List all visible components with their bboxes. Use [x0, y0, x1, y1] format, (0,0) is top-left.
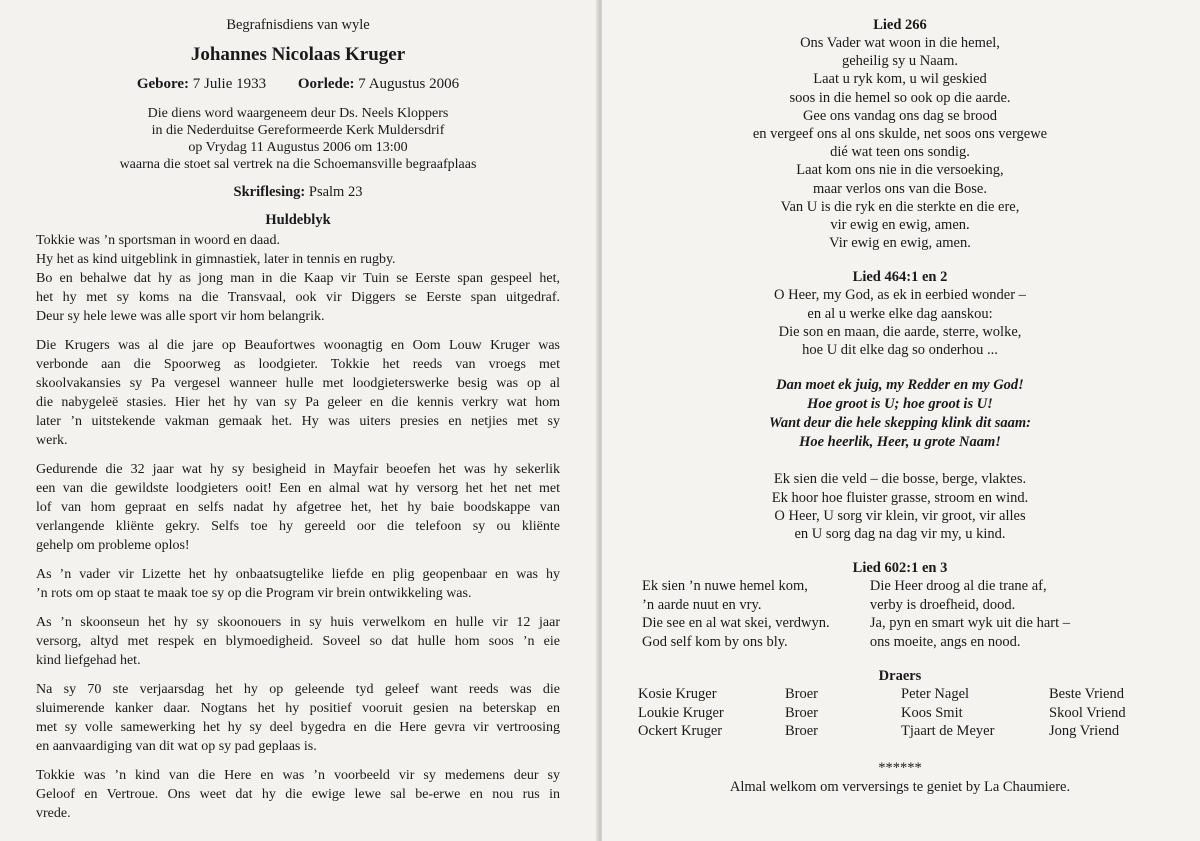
lyric-line: verby is droefheid, dood. — [869, 596, 1016, 613]
lyric-line: ’n aarde nuut en vry. — [642, 596, 762, 613]
lyric-line: Ja, pyn en smart wyk uit die hart – — [869, 615, 1070, 632]
tribute-paragraph — [36, 565, 560, 603]
tribute-line: Tokkie was ’n kind van die Here en was ’n voorbeeld vir sy medemens deur sy — [36, 768, 560, 783]
tribute-line: Deur sy hele lewe was alle sport vir hom belangrik. — [36, 309, 325, 324]
tribute-paragraph — [36, 766, 560, 823]
lyric-line: Ek sien die veld – die bosse, berge, vlaktes. — [773, 471, 1027, 488]
chorus-line: Hoe groot is U; hoe groot is U! — [807, 396, 993, 413]
bearer-relation: Beste Vriend — [1049, 686, 1124, 703]
bearer-relation: Skool Vriend — [1049, 704, 1126, 721]
bearer-name: Ockert Kruger — [638, 723, 723, 740]
lyric-line: soos in die hemel so ook op die aarde. — [789, 89, 1011, 106]
tribute-line: die nabygeleë stasies. Hier het hy van sy Pa geleer en die kennis verkry wat hom — [36, 395, 560, 410]
service-line: in die Nederduitse Gereformeerde Kerk Muldersdrif — [151, 123, 445, 138]
lyric-line: Ek hoor hoe fluister grasse, stroom en wind. — [771, 489, 1029, 506]
bearer-name: Kosie Kruger — [638, 686, 717, 703]
bearer-row — [630, 685, 1170, 704]
bearer-relation: Broer — [785, 686, 819, 703]
tribute-line: sluimerende kanker daar. Nogtans het hy positief vooruit gesien na beterskap en — [36, 701, 560, 716]
song-column-left — [630, 577, 830, 651]
chorus-line: Dan moet ek juig, my Redder en my God! — [776, 377, 1024, 394]
lyric-line: dié wat teen ons sondig. — [830, 144, 970, 161]
lyric-line: Vir ewig en ewig, amen. — [829, 235, 971, 252]
tribute-line: ’n rots om op staat te maak toe sy op die Program vir brein ontwikkeling was. — [36, 586, 472, 601]
reading-value: Psalm 23 — [308, 184, 363, 200]
lyric-line: ons moeite, angs en nood. — [869, 633, 1021, 650]
died-label: Oorlede: — [297, 76, 355, 92]
bearer-relation: Jong Vriend — [1049, 723, 1120, 740]
reading-label: Skriflesing: — [233, 184, 306, 200]
scripture-reading — [36, 184, 560, 201]
lyric-line: maar verlos ons van die Bose. — [813, 180, 987, 197]
lyric-line: hoe U dit elke dag so onderhou ... — [802, 342, 998, 359]
bearer-name: Tjaart de Meyer — [901, 723, 995, 740]
tribute-line: een van die gewildste loodgieters ooit! Een en almal wat hy versorg het het net met — [36, 481, 560, 496]
lyric-line: Van U is die ryk en die sterkte en die ere, — [780, 198, 1020, 215]
tribute-line: As ’n skoonseun het hy sy skoonouers in sy huis verwelkom en hulle vir 12 jaar — [36, 615, 560, 630]
tribute-line: vrede. — [36, 806, 71, 821]
lyric-line: Ek sien ’n nuwe hemel kom, — [642, 578, 808, 595]
tribute-line: Gedurende die 32 jaar wat hy sy besigheid in Mayfair beoefen het was hy sekerlik — [36, 462, 560, 477]
welcome-note: Almal welkom om verversings te geniet by La Chaumiere. — [729, 778, 1071, 795]
tribute-line: en aanvaardiging van dit wat op sy pad geplaas is. — [36, 739, 317, 754]
tribute-heading: Huldeblyk — [265, 212, 331, 228]
song-title: Lied 266 — [873, 17, 927, 33]
lyric-line: en U sorg dag na dag vir my, u kind. — [794, 526, 1006, 543]
song-verse — [630, 286, 1170, 359]
bearer-name: Peter Nagel — [901, 686, 970, 703]
life-dates — [36, 76, 560, 93]
tribute-paragraph — [36, 460, 560, 555]
right-page — [602, 0, 1200, 841]
bearer-row — [630, 722, 1170, 741]
chorus-line: Want deur die hele skepping klink dit saam: — [769, 414, 1031, 431]
lyric-line: Ons Vader wat woon in die hemel, — [800, 35, 1000, 51]
service-line: op Vrydag 11 Augustus 2006 om 13:00 — [188, 140, 408, 155]
born-label: Gebore: — [136, 76, 190, 92]
tribute-paragraph — [36, 613, 560, 670]
bearers-heading: Draers — [878, 668, 922, 685]
lyric-line: Die see en al wat skei, verdwyn. — [642, 615, 830, 632]
chorus-line: Hoe heerlik, Heer, u grote Naam! — [799, 433, 1001, 450]
tribute-line: het hy met sy koms na die Transvaal, ook vir Diggers se Eerste span uitgedraf. — [36, 290, 560, 305]
tribute-line: verlangende kliënte gekry. Selfs toe hy gereeld oor die telefoon sy ou kliënte — [36, 519, 560, 534]
lyric-line: vir ewig en ewig, amen. — [830, 217, 970, 234]
lyric-line: Die Heer droog al die trane af, — [869, 578, 1047, 595]
song-chorus — [630, 376, 1170, 451]
tribute-line: lof van hom gepraat en selfs nadat hy afgetree het, het hy baie boodskappe van — [36, 500, 560, 515]
song-title: Lied 602:1 en 3 — [852, 560, 948, 577]
song-title: Lied 464:1 en 2 — [852, 269, 948, 286]
lyric-line: O Heer, my God, as ek in eerbied wonder – — [774, 287, 1026, 304]
lyric-line: en al u werke elke dag aanskou: — [807, 305, 993, 322]
died-date: 7 Augustus 2006 — [358, 76, 460, 92]
tribute-line: Na sy 70 ste verjaarsdag het hy op geleende tyd geleef want reeds was die — [36, 682, 560, 697]
lyric-line: God self kom by ons bly. — [642, 633, 788, 650]
tribute-line: versorg, altyd met respek en blymoedigheid. Soveel so dat hulle hom soos ’n eie — [36, 634, 560, 649]
tribute-line: werk. — [36, 433, 68, 448]
born-date: 7 Julie 1933 — [192, 76, 267, 92]
bearer-relation: Broer — [785, 723, 819, 740]
song-verse — [630, 34, 1170, 252]
tribute-line: met sy volle samewerking het hy sy deel bygedra en die Here gevra vir vertroosing — [36, 720, 560, 735]
lyric-line: Die son en maan, die aarde, sterre, wolke, — [778, 323, 1022, 340]
tribute-line: Hy het as kind uitgeblink in gimnastiek, later in tennis en rugby. — [36, 252, 396, 267]
tribute-paragraph — [36, 336, 560, 450]
service-line: waarna die stoet sal vertrek na die Schoemansville begraafplaas — [119, 157, 477, 172]
lyric-line: Laat u ryk kom, u wil geskied — [813, 71, 987, 88]
bearer-relation: Broer — [785, 704, 819, 721]
tribute-paragraph — [36, 680, 560, 756]
tribute-text — [36, 231, 560, 823]
tribute-line: gehelp om probleme oplos! — [36, 538, 190, 553]
bearer-row — [630, 704, 1170, 723]
lyric-line: en vergeef ons al ons skulde, net soos ons vergewe — [752, 126, 1048, 143]
program-title: Begrafnisdiens van wyle — [226, 17, 370, 33]
separator-stars: ****** — [878, 759, 922, 776]
tribute-line: Tokkie was ’n sportsman in woord en daad. — [36, 233, 280, 248]
tribute-line: Geloof en Vertroue. Ons weet dat hy die ewige lewe sal be-erwe en nou rus in — [36, 787, 560, 802]
left-page — [0, 0, 598, 841]
bearer-name: Loukie Kruger — [638, 704, 724, 721]
lyric-line: Laat kom ons nie in die versoeking, — [796, 162, 1004, 179]
tribute-line: Die Krugers was al die jare op Beaufortwes woonagtig en Oom Louw Kruger was — [36, 338, 560, 353]
tribute-line: As ’n vader vir Lizette het hy onbaatsugtelike liefde en plig geopenbaar en was hy — [36, 567, 560, 582]
bearer-name: Koos Smit — [901, 704, 963, 721]
tribute-paragraph — [36, 231, 560, 326]
song-verse — [630, 470, 1170, 543]
bearers-list — [630, 685, 1170, 741]
tribute-line: later ’n uitstekende vakman gemaak het. Hy was uiters presies en netjies met sy — [36, 414, 560, 429]
service-line: Die diens word waargeneem deur Ds. Neels Kloppers — [147, 106, 449, 121]
song-column-right — [870, 577, 1170, 651]
lyric-line: O Heer, U sorg vir klein, vir groot, vir alles — [774, 507, 1026, 524]
deceased-name: Johannes Nicolaas Kruger — [190, 44, 406, 65]
tribute-line: skoolvakansies sy Pa vergesel wanneer hulle met loodgieterswerke besig was op al — [36, 376, 560, 391]
lyric-line: Gee ons vandag ons dag se brood — [802, 107, 998, 124]
service-details — [36, 105, 560, 173]
tribute-line: Bo en behalwe dat hy as jong man in die Kaap vir Tuin se Eerste span gespeel het, — [36, 271, 560, 286]
tribute-line: kind liefgehad het. — [36, 653, 141, 668]
song-two-columns — [630, 577, 1170, 651]
lyric-line: geheilig sy u Naam. — [842, 53, 958, 70]
tribute-line: verbonde aan die Spoorweg as loodgieter. Tokkie het reeds van vroegs met — [36, 357, 560, 372]
